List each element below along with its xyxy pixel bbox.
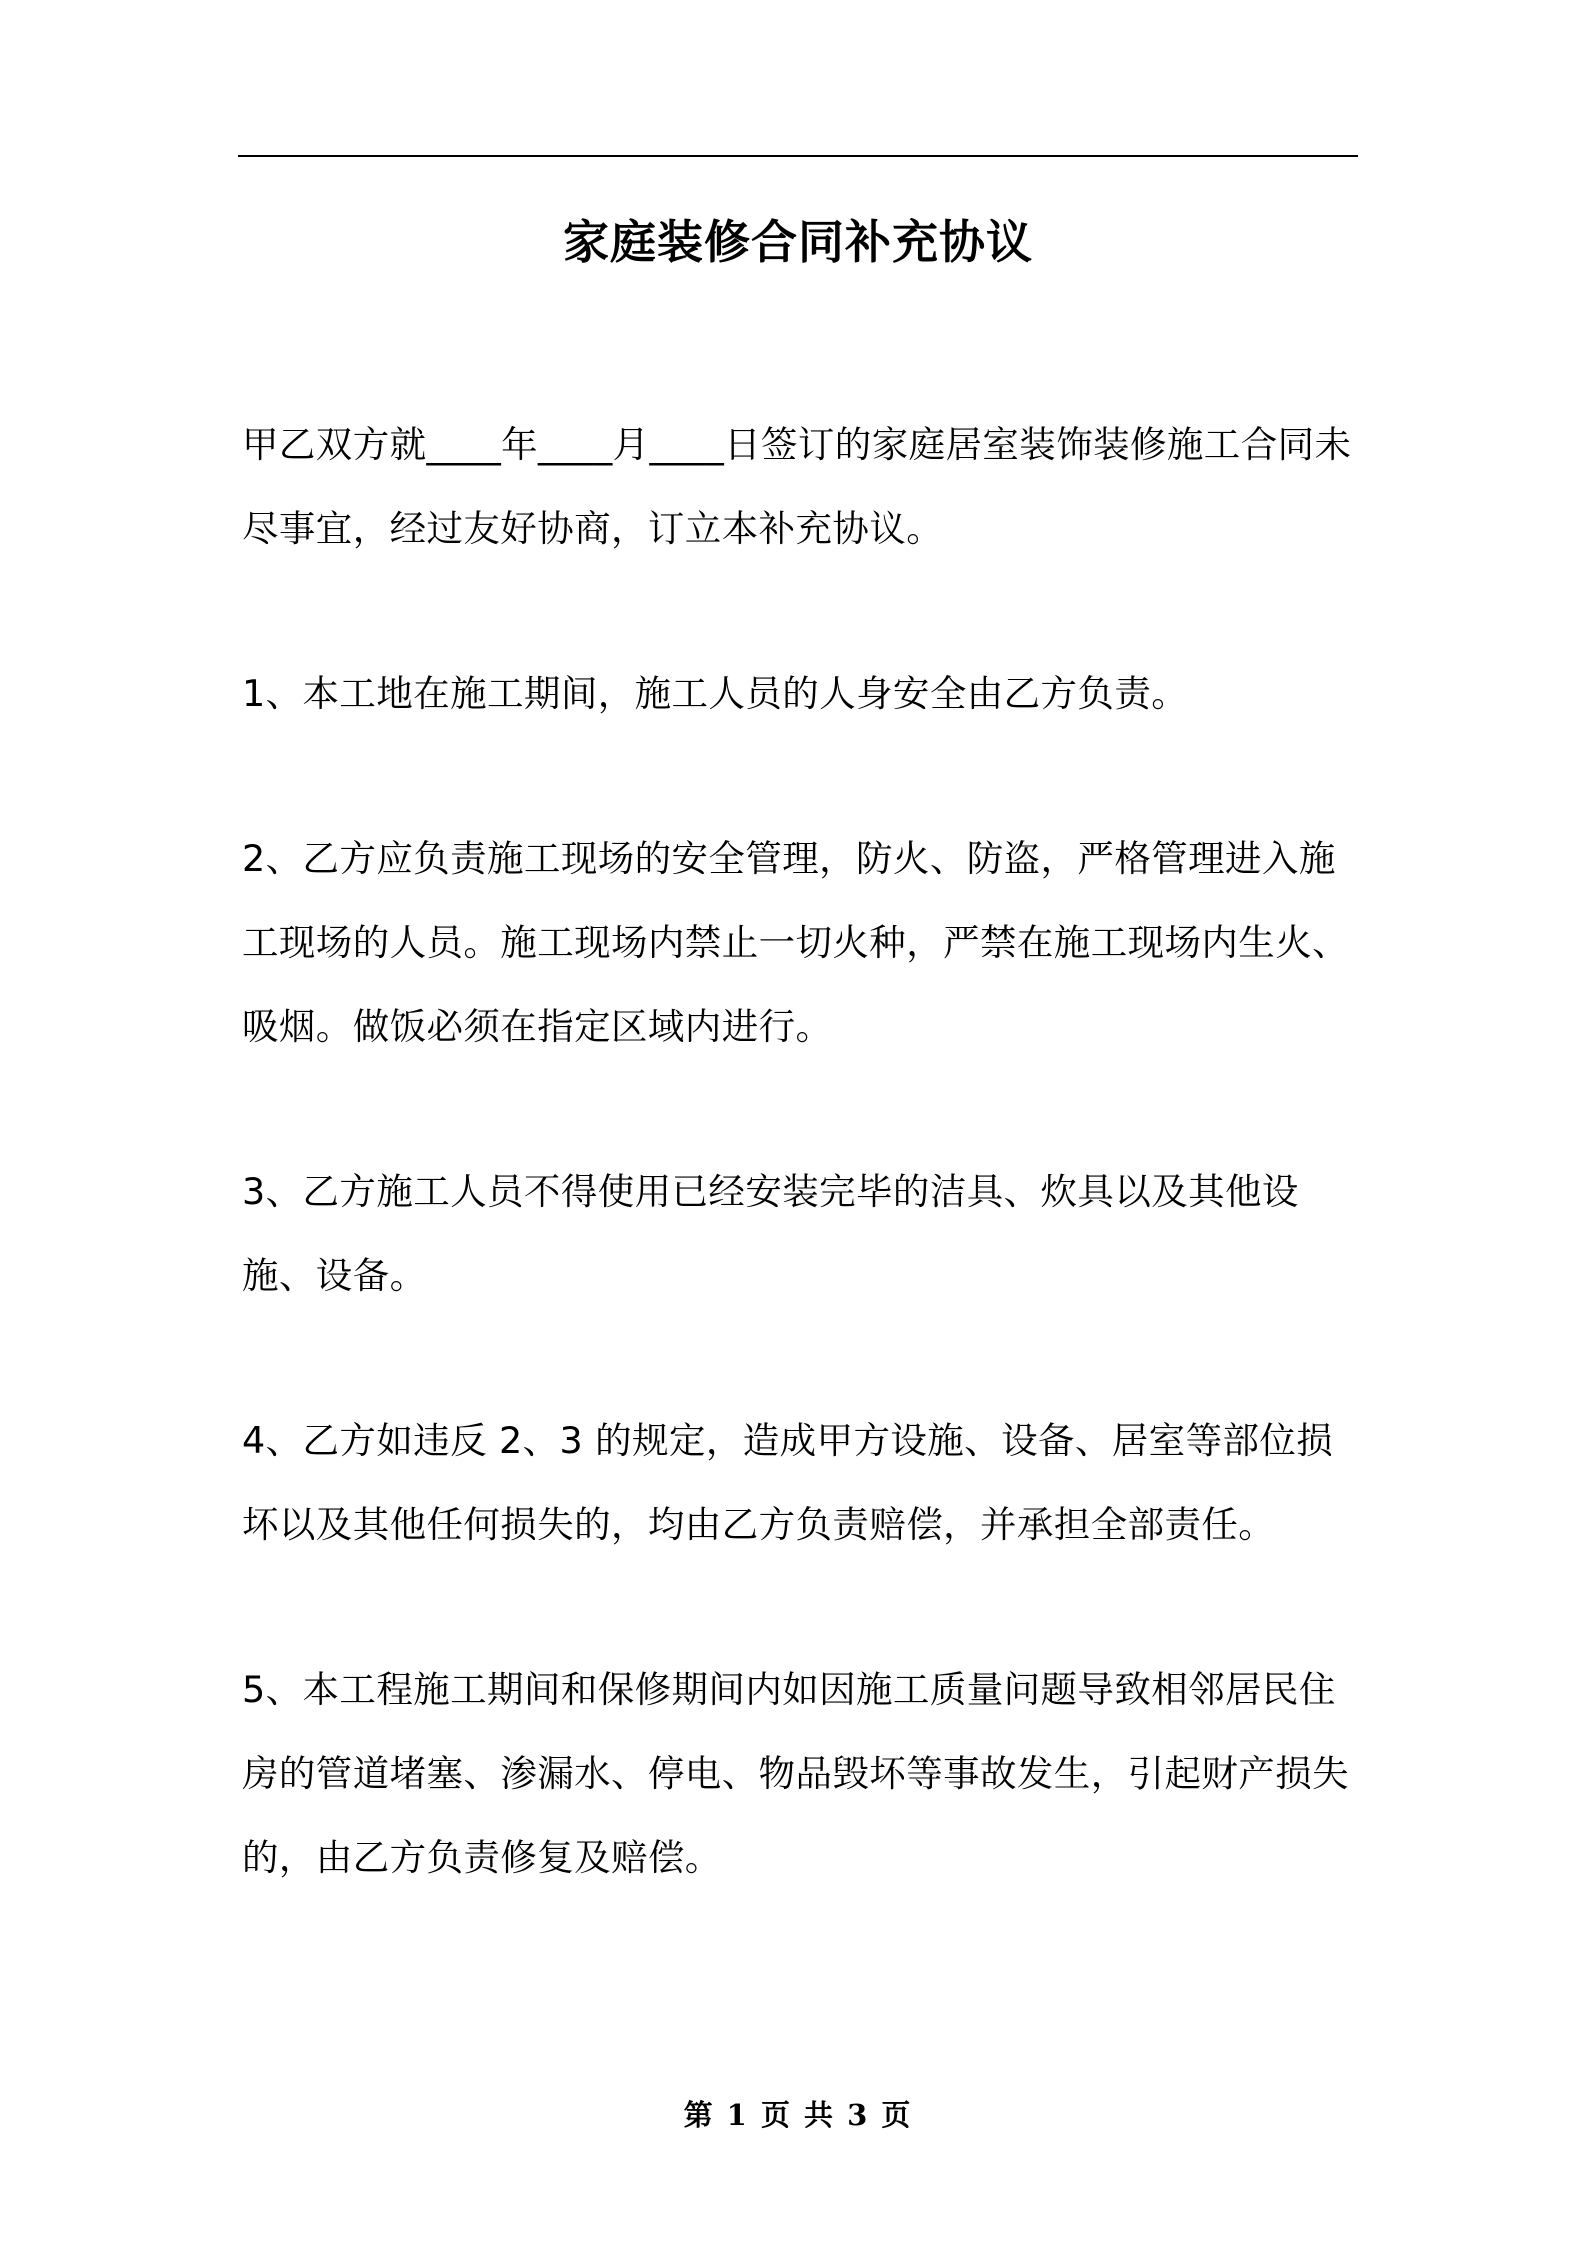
- clause-5: 5、本工程施工期间和保修期间内如因施工质量问题导致相邻居民住房的管道堵塞、渗漏水、停电、物品毁坏等事故发生，引起财产损失的，由乙方负责修复及赔偿。: [242, 1668, 1349, 1879]
- header-rule: [238, 155, 1358, 157]
- clause-3: 3、乙方施工人员不得使用已经安装完毕的洁具、炊具以及其他设施、设备。: [242, 1170, 1299, 1297]
- document-title: 家庭装修合同补充协议: [563, 215, 1033, 269]
- clause-2: 2、乙方应负责施工现场的安全管理，防火、防盗，严格管理进入施工现场的人员。施工现场内禁止一切火种，严禁在施工现场内生火、吸烟。做饭必须在指定区域内进行。: [242, 837, 1349, 1048]
- page-number-footer: 第 1 页 共 3 页: [683, 2098, 913, 2132]
- clause-1: 1、本工地在施工期间，施工人员的人身安全由乙方负责。: [242, 672, 1189, 715]
- paragraph-intro: 甲乙双方就____年____月____日签订的家庭居室装饰装修施工合同未尽事宜，经过友好协商，订立本补充协议。: [242, 423, 1352, 550]
- clause-4: 4、乙方如违反 2、3 的规定，造成甲方设施、设备、居室等部位损坏以及其他任何损失的，均由乙方负责赔偿，并承担全部责任。: [242, 1419, 1334, 1546]
- document-body: [242, 403, 1360, 1981]
